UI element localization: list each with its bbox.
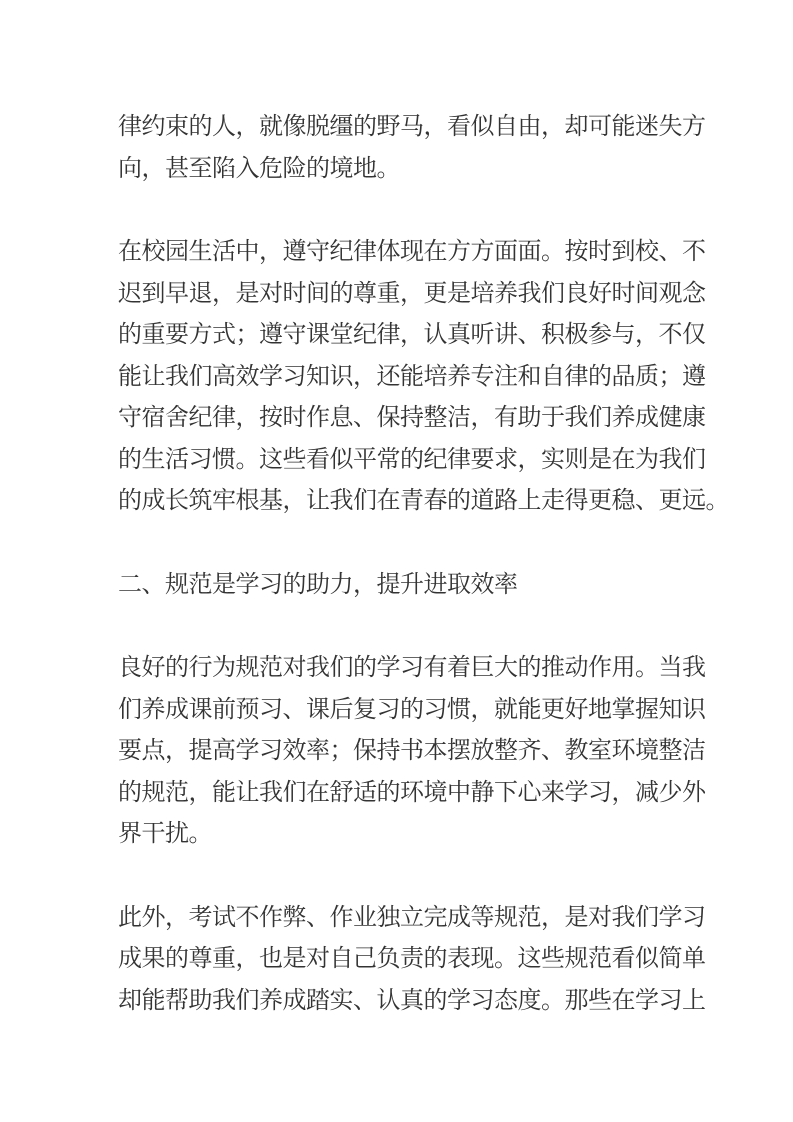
text-line: 界干扰。 [118, 820, 212, 847]
text-line: 们养成课前预习、课后复习的习惯，就能更好地掌握知识 [118, 695, 706, 723]
paragraph [118, 647, 706, 855]
text-line: 成果的尊重，也是对自己负责的表现。这些规范看似简单 [118, 945, 706, 972]
section-heading [118, 564, 675, 606]
text-line: 守宿舍纪律，按时作息、保持整洁，有助于我们养成健康 [118, 404, 706, 431]
text-line: 迟到早退，是对时间的尊重，更是培养我们良好时间观念 [118, 279, 706, 307]
text-line: 在校园生活中，遵守纪律体现在方方面面。按时到校、不 [118, 238, 706, 265]
text-line: 却能帮助我们养成踏实、认真的学习态度。那些在学习上 [118, 986, 706, 1014]
paragraph [118, 106, 706, 189]
text-line: 律约束的人，就像脱缰的野马，看似自由，却可能迷失方 [118, 113, 706, 140]
text-line: 良好的行为规范对我们的学习有着巨大的推动作用。当我 [118, 654, 706, 681]
text-line: 向，甚至陷入危险的境地。 [118, 154, 400, 182]
text-line: 的规范，能让我们在舒适的环境中静下心来学习，减少外 [118, 778, 706, 806]
text-line: 能让我们高效学习知识，还能培养专注和自律的品质；遵 [118, 362, 706, 390]
paragraph [118, 897, 706, 1022]
text-line: 的生活习惯。这些看似平常的纪律要求，实则是在为我们 [118, 445, 706, 473]
text-line: 的成长筑牢根基，让我们在青春的道路上走得更稳、更远。 [118, 487, 729, 514]
text-line: 此外，考试不作弊、作业独立完成等规范，是对我们学习 [118, 903, 706, 931]
section-heading-text: 二、规范是学习的助力，提升进取效率 [118, 570, 518, 598]
text-line: 的重要方式；遵守课堂纪律，认真听讲、积极参与，不仅 [118, 321, 706, 348]
paragraph [118, 231, 729, 522]
text-line: 要点，提高学习效率；保持书本摆放整齐、教室环境整洁 [118, 737, 706, 764]
